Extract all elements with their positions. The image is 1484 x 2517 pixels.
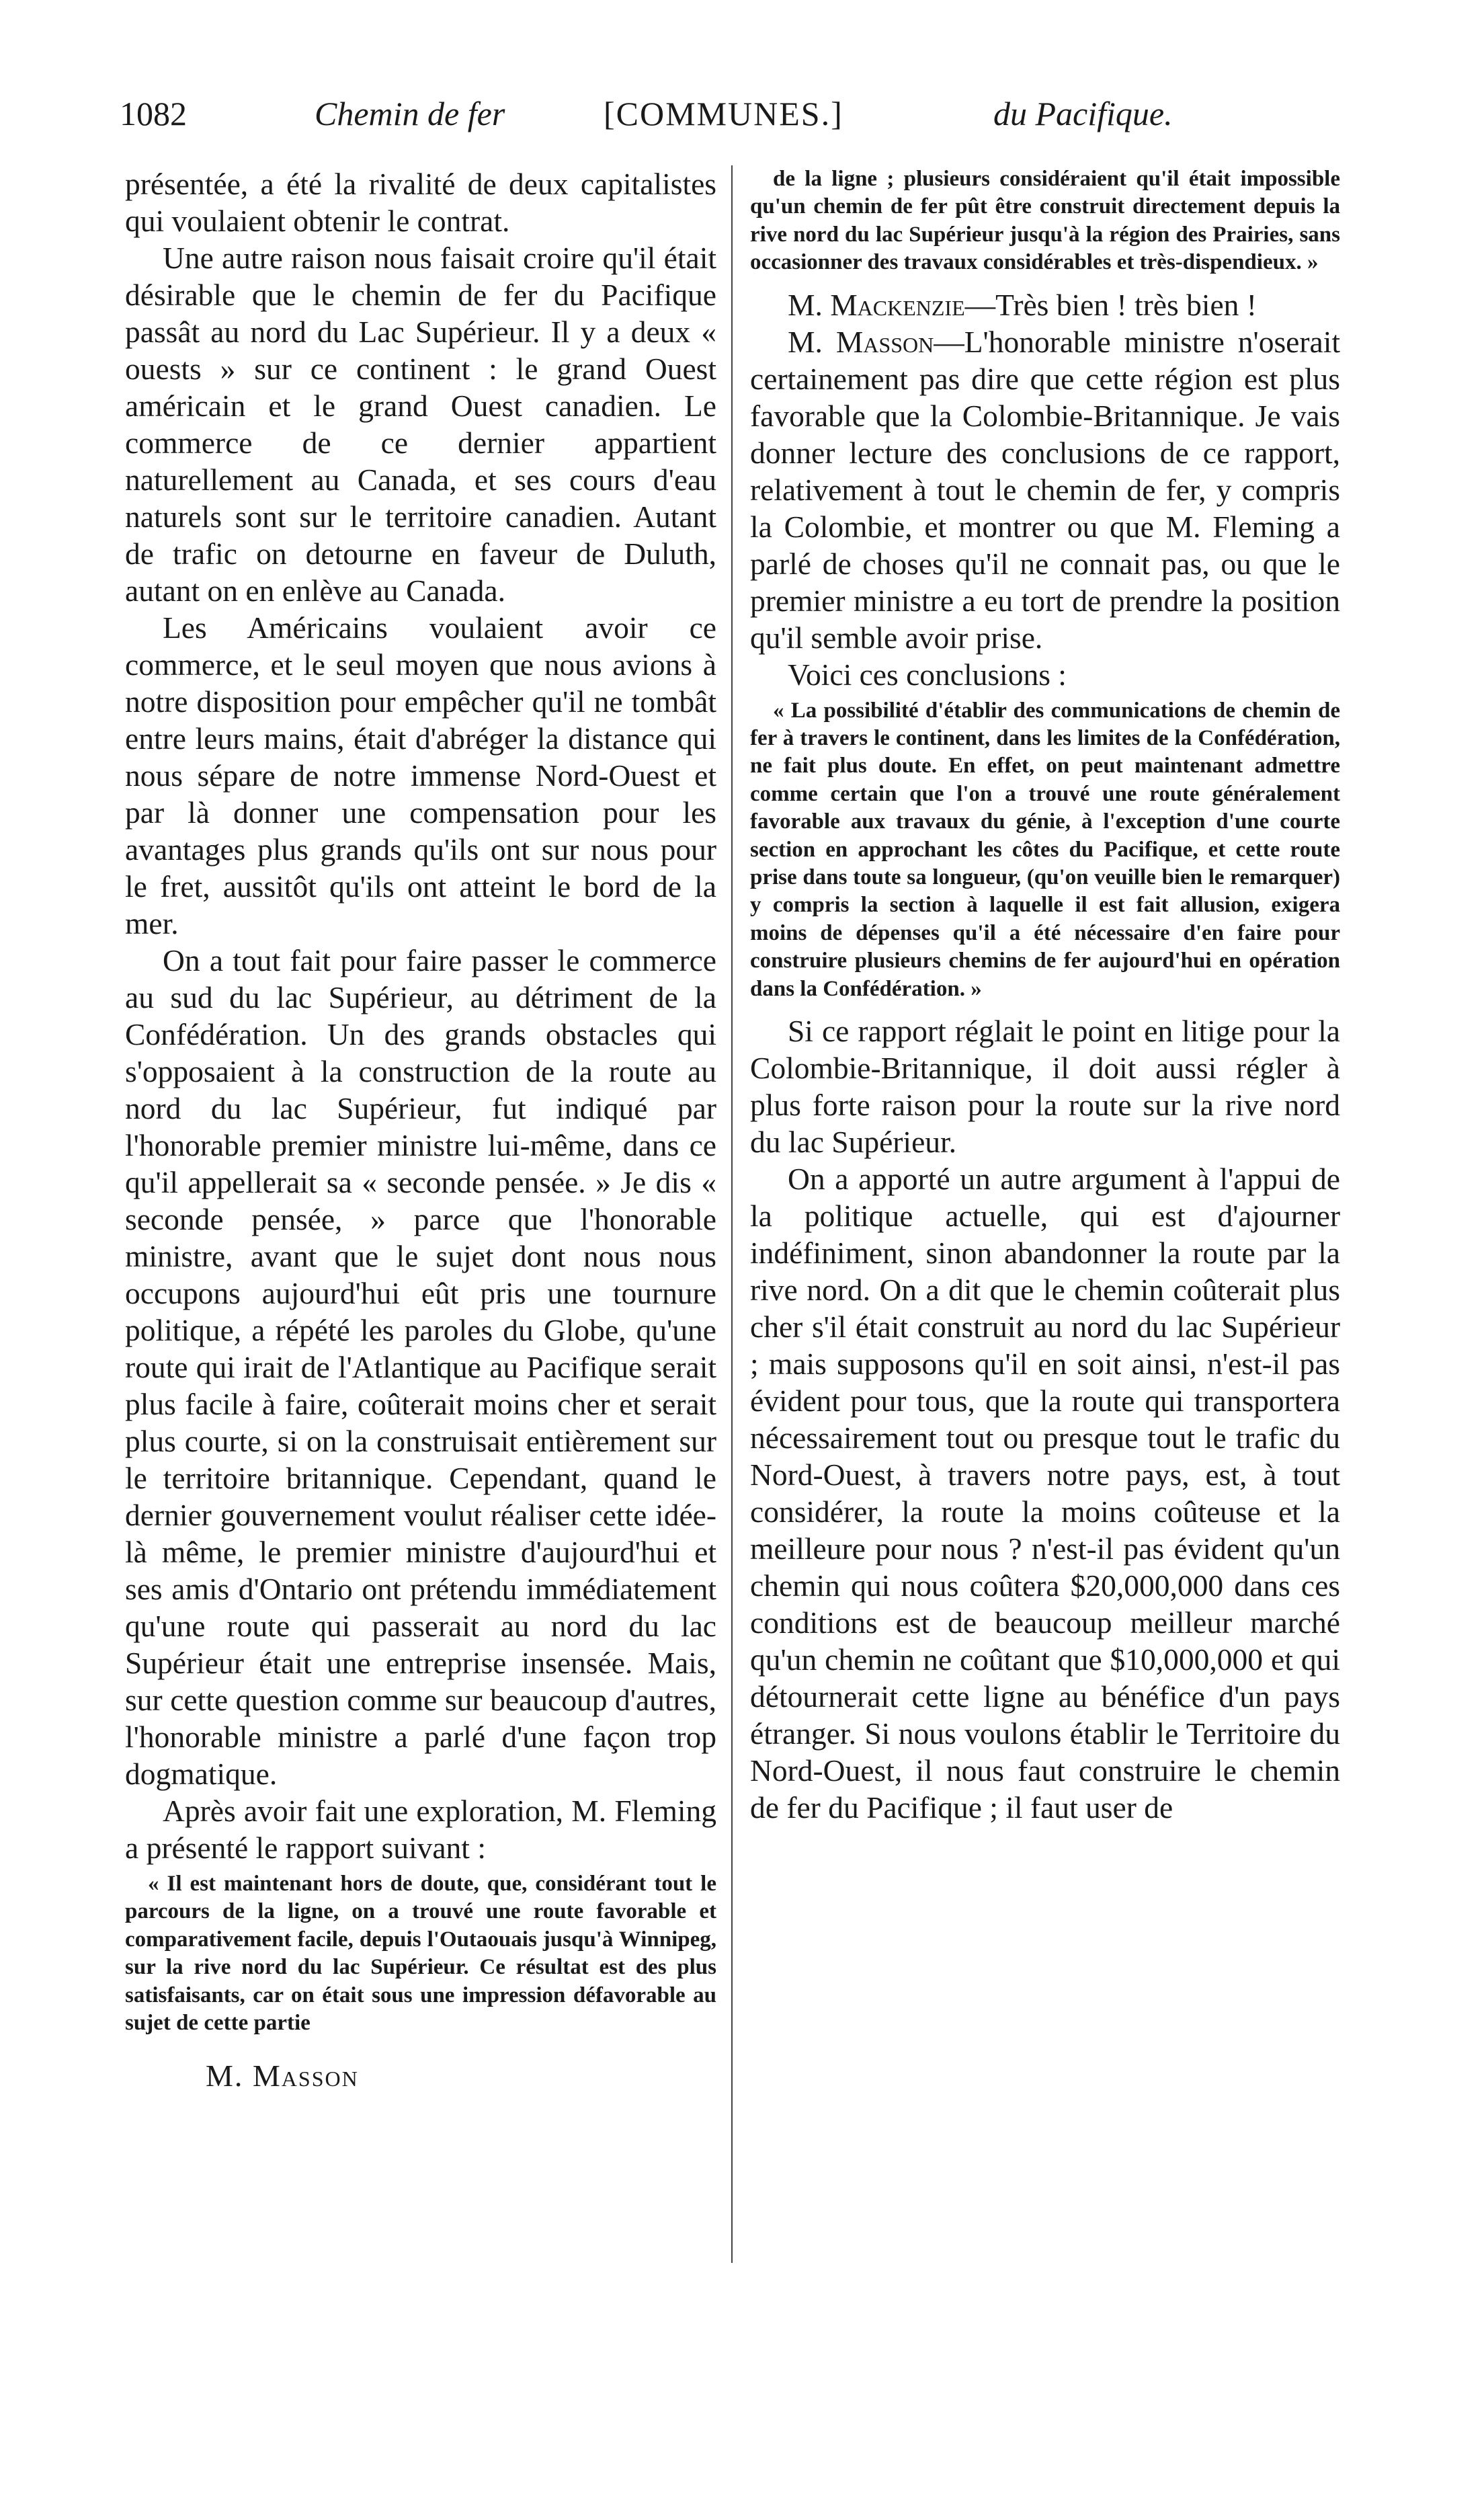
page-number: 1082 <box>120 95 187 132</box>
block-quote: « La possibilité d'établir des communications de chemin de fer à travers le continent, dans les limites de la Confédération, ne fait plus doute. En effet, on peut maintenant admettre comme certain que l'on a trouvé une route généralement favorable aux travaux du génie, à l'exception d'une courte section en approchant les côtes du Pacifique, et cette route prise dans toute sa longueur, (qu'on veuille bien le remarquer) y compris la section à laquelle il est fait allusion, exigera moins de dépenses qu'il a été nécessaire d'en faire pour construire plusieurs chemins de fer aujourd'hui en opération dans la Confédération. » <box>750 698 1340 1001</box>
paragraph: On a tout fait pour faire passer le commerce au sud du lac Supérieur, au détriment de la Confédération. Un des grands obstacles qui s'opposaient à la construction de la route au nord du lac Supérieur, fut indiqué par l'honorable premier ministre lui-même, dans ce qu'il appellerait sa « seconde pensée. » Je dis « seconde pensée, » parce que l'honorable ministre, avant que le sujet dont nous nous occupons aujourd'hui eût pris une tournure politique, a répété les paroles du Globe, qu'une route qui irait de l'Atlantique au Pacifique serait plus facile à faire, coûterait moins cher et serait plus courte, si on la construisait entièrement sur le territoire britannique. Cependant, quand le dernier gouvernement voulut réaliser cette idée-là même, le premier ministre d'aujourd'hui et ses amis d'Ontario ont prétendu immédiatement qu'une route qui passerait au nord du lac Supérieur était une entreprise insensée. Mais, sur cette question comme sur beaucoup d'autres, l'honorable ministre a parlé d'une façon trop dogmatique. <box>125 943 716 1791</box>
paragraph: présentée, a été la rivalité de deux capitalistes qui voulaient obtenir le contrat. <box>125 167 716 238</box>
running-title-right: du Pacifique. <box>993 95 1173 132</box>
block-quote: « Il est maintenant hors de doute, que, considérant tout le parcours de la ligne, on a trouvé une route favorable et comparativement facile, depuis l'Outaouais jusqu'à Winnipeg, sur la rive nord du lac Supérieur. Ce résultat est des plus satisfaisants, car on était sous une impression défavorable au sujet de cette partie <box>125 1872 716 2036</box>
footer-signature: M. Masson <box>206 2059 359 2093</box>
paragraph <box>750 323 1340 656</box>
right-column <box>750 165 1340 1826</box>
block-quote-continuation: de la ligne ; plusieurs considéraient qu'il était impossible qu'un chemin de fer pût être construit directement depuis la rive nord du lac Supérieur jusqu'à la région des Prairies, sans occasionner des travaux considérables et très-dispendieux. » <box>750 167 1340 275</box>
speaker-name: M. Masson <box>788 324 934 359</box>
running-title-center: [COMMUNES.] <box>604 95 843 132</box>
paragraph: Les Américains voulaient avoir ce commerce, et le seul moyen que nous avions à notre disposition pour empêcher qu'il ne tombât entre leurs mains, était d'abréger la distance qui nous sépare de notre immense Nord-Ouest et par là donner une compensation pour les avantages plus grands qu'ils ont sur nous pour le fret, aussitôt qu'ils ont atteint le bord de la mer. <box>125 610 716 941</box>
paragraph: Voici ces conclusions : <box>788 657 1067 692</box>
left-column <box>125 165 716 2126</box>
paragraph: Une autre raison nous faisait croire qu'il était désirable que le chemin de fer du Pacifique passât au nord du Lac Supérieur. Il y a deux « ouests » sur ce continent : le grand Ouest américain et le grand Ouest canadien. Le commerce de ce dernier appartient naturellement au Canada, et ses cours d'eau naturels sont sur le territoire canadien. Autant de trafic on detourne en faveur de Duluth, autant on en enlève au Canada. <box>125 241 716 608</box>
column-divider <box>731 165 733 2263</box>
paragraph: Après avoir fait une exploration, M. Fleming a présenté le rapport suivant : <box>125 1794 716 1865</box>
paragraph: On a apporté un autre argument à l'appui de la politique actuelle, qui est d'ajourner indéfiniment, sinon abandonner la route par la rive nord. On a dit que le chemin coûterait plus cher s'il était construit au nord du lac Supérieur ; mais supposons qu'il en soit ainsi, n'est-il pas évident pour tous, que la route qui transportera nécessairement tout ou presque tout le trafic du Nord-Ouest, à travers notre pays, est, à tout considérer, la route la moins coûteuse et la meilleure pour nous ? n'est-il pas évident qu'un chemin qui nous coûtera $20,000,000 dans ces conditions est de beaucoup meilleur marché qu'un chemin ne coûtant que $10,000,000 et qui détournerait cette ligne au bénéfice d'un pays étranger. Si nous voulons établir le Territoire du Nord-Ouest, il nous faut construire le chemin de fer du Pacifique ; il faut user de <box>750 1162 1340 1825</box>
speaker-name: M. Mackenzie <box>788 287 965 322</box>
speech-text: —L'honorable ministre n'oserait certainement pas dire que cette région est plus favorable que la Colombie-Britannique. Je vais donner lecture des conclusions de ce rapport, relativement à tout le chemin de fer, y compris la Colombie, et montrer ou que M. Fleming a parlé de choses qu'il ne connait pas, ou que le premier ministre a eu tort de prendre la position qu'il semble avoir prise. <box>750 324 1340 655</box>
paragraph: Si ce rapport réglait le point en litige pour la Colombie-Britannique, il doit aussi régler à plus forte raison pour la route sur la rive nord du lac Supérieur. <box>750 1014 1340 1160</box>
running-title-left: Chemin de fer <box>315 95 505 132</box>
page-header <box>120 81 1356 141</box>
speech-text: —Très bien ! très bien ! <box>964 287 1257 322</box>
paragraph <box>750 286 1340 323</box>
